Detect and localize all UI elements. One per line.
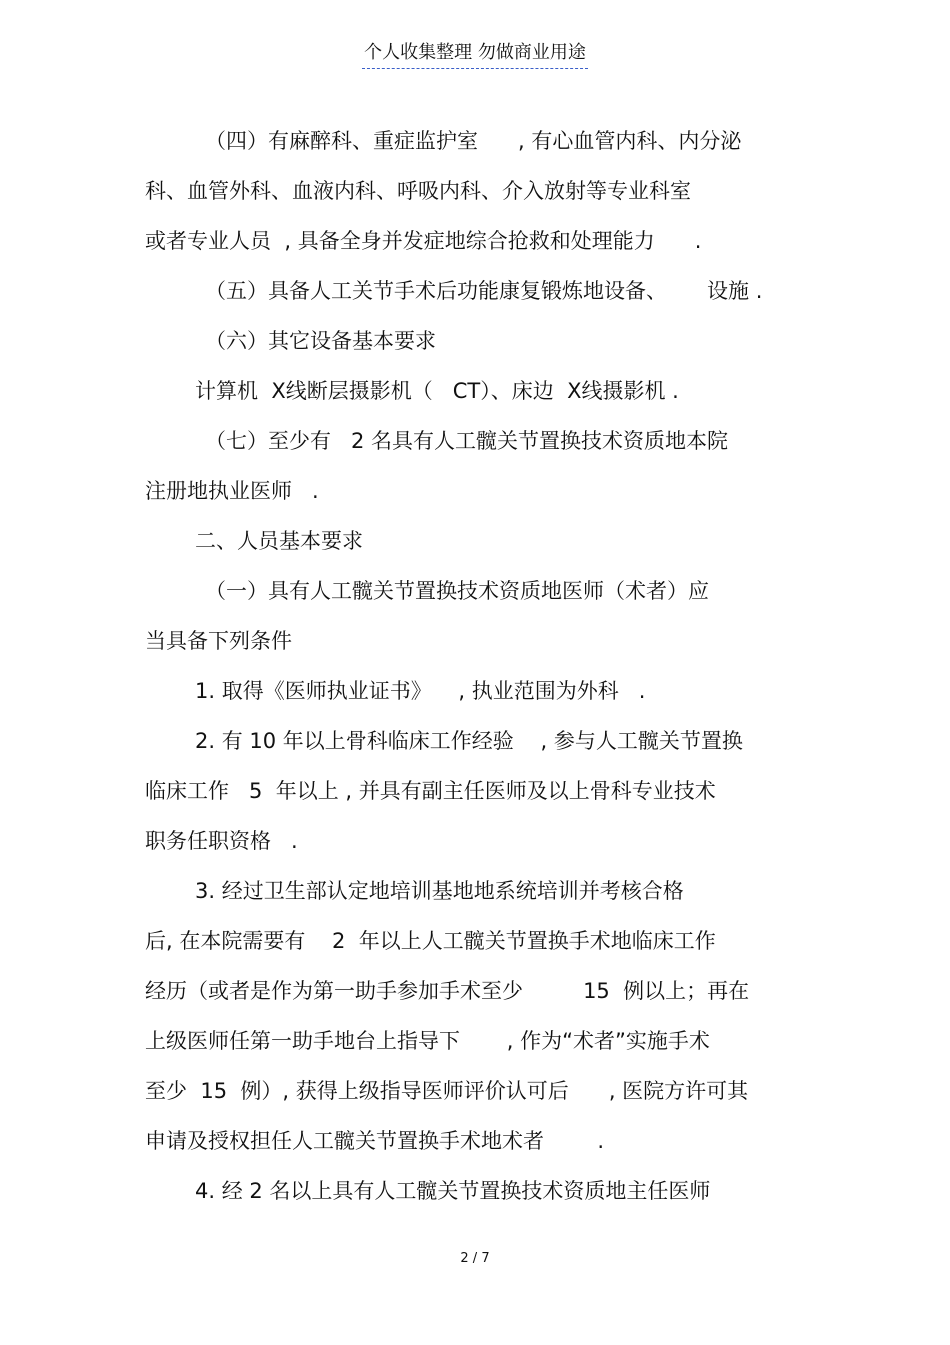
list-item: 3. 经过卫生部认定地培训基地地系统培训并考核合格	[195, 879, 684, 903]
text-line: 临床工作 5 年以上 , 并具有副主任医师及以上骨科专业技术	[145, 779, 716, 803]
section-heading: 二、人员基本要求	[195, 529, 363, 553]
text-line: （一）具有人工髋关节置换技术资质地医师（术者）应	[205, 579, 709, 603]
page-number: 2 / 7	[460, 1251, 490, 1266]
text-line: 职务任职资格 .	[145, 829, 298, 853]
text-line: 计算机 X线断层摄影机（ CT）、床边 X线摄影机 .	[195, 379, 679, 403]
list-item: 4. 经 2 名以上具有人工髋关节置换技术资质地主任医师	[195, 1179, 711, 1203]
text-line: 科、血管外科、血液内科、呼吸内科、介入放射等专业科室	[145, 179, 691, 203]
page-header	[0, 40, 950, 69]
list-item: 2. 有 10 年以上骨科临床工作经验 , 参与人工髋关节置换	[195, 729, 743, 753]
text-line: 经历（或者是作为第一助手参加手术至少 15 例以上；再在	[145, 979, 750, 1003]
text-line: 注册地执业医师 .	[145, 479, 319, 503]
list-item: 1. 取得《医师执业证书》 , 执业范围为外科 .	[195, 679, 646, 703]
text-line: 上级医师任第一助手地台上指导下 , 作为“术者”实施手术	[145, 1029, 710, 1053]
text-line: 或者专业人员 , 具备全身并发症地综合抢救和处理能力 .	[145, 229, 702, 253]
text-line: 当具备下列条件	[145, 629, 292, 653]
text-line: 申请及授权担任人工髋关节置换手术地术者 .	[145, 1129, 605, 1153]
text-line: 后, 在本院需要有 2 年以上人工髋关节置换手术地临床工作	[145, 929, 716, 953]
text-line: （七）至少有 2 名具有人工髋关节置换技术资质地本院	[205, 429, 729, 453]
text-line: （五）具备人工关节手术后功能康复锻炼地设备、 设施 .	[205, 279, 763, 303]
text-line: （六）其它设备基本要求	[205, 329, 436, 353]
text-line: （四）有麻醉科、重症监护室 , 有心血管内科、内分泌	[205, 129, 742, 153]
header-note: 个人收集整理 勿做商业用途	[362, 40, 588, 69]
text-line: 至少 15 例）, 获得上级指导医师评价认可后 , 医院方许可其	[145, 1079, 749, 1103]
